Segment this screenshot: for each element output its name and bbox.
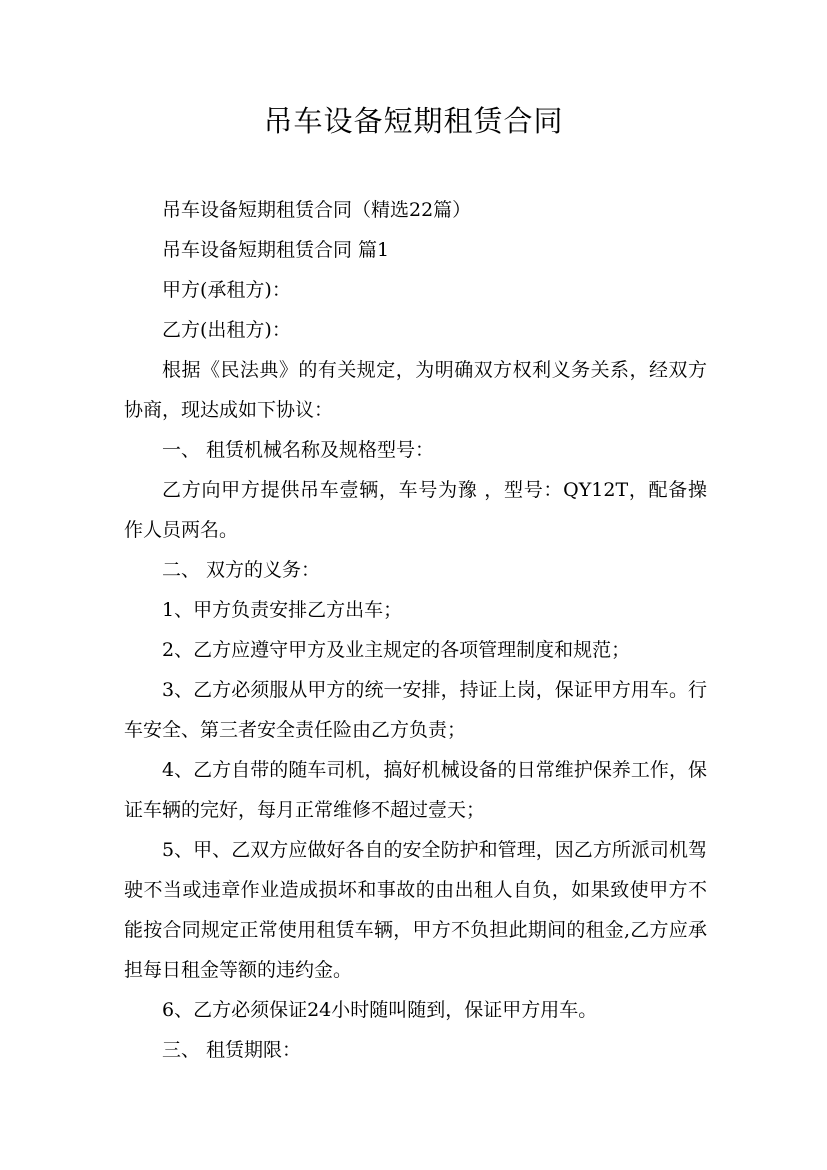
clause-item-2: 2、乙方应遵守甲方及业主规定的各项管理制度和规范；: [162, 639, 631, 661]
clause-item-4: 4、乙方自带的随车司机，搞好机械设备的日常维护保养工作，保证车辆的完好，每月正常维修不超过壹天；: [124, 759, 707, 821]
document-body: [124, 190, 707, 1070]
clause-item-1: 1、甲方负责安排乙方出车；: [162, 599, 403, 621]
clause-paragraph: 乙方向甲方提供吊车壹辆，车号为豫 ，型号：QY12T，配备操作人员两名。: [124, 479, 707, 541]
party-b-line: 乙方(出租方)：: [162, 319, 291, 341]
party-a-line: 甲方(承租方)：: [162, 279, 291, 301]
clause-item-6: 6、乙方必须保证24小时随叫随到，保证甲方用车。: [162, 999, 598, 1021]
document-title: 吊车设备短期租赁合同: [263, 104, 564, 138]
clause-heading-1: 一、 租赁机械名称及规格型号：: [162, 439, 435, 461]
clause-item-5: 5、甲、乙双方应做好各自的安全防护和管理，因乙方所派司机驾驶不当或违章作业造成损坏和事故的由出租人自负，如果致使甲方不能按合同规定正常使用租赁车辆，甲方不负担此期间的租金,乙方应承担每日租金等额的违约金。: [124, 839, 707, 981]
clause-heading-2: 二、 双方的义务：: [162, 559, 321, 581]
preamble-paragraph: 根据《民法典》的有关规定，为明确双方权利义务关系，经双方协商，现达成如下协议：: [124, 359, 707, 421]
section-heading: 吊车设备短期租赁合同 篇1: [162, 239, 390, 261]
clause-heading-3: 三、 租赁期限：: [162, 1039, 302, 1061]
clause-item-3: 3、乙方必须服从甲方的统一安排，持证上岗，保证甲方用车。行车安全、第三者安全责任险由乙方负责；: [124, 679, 707, 741]
subtitle-paragraph: 吊车设备短期租赁合同（精选22篇）: [162, 199, 472, 221]
